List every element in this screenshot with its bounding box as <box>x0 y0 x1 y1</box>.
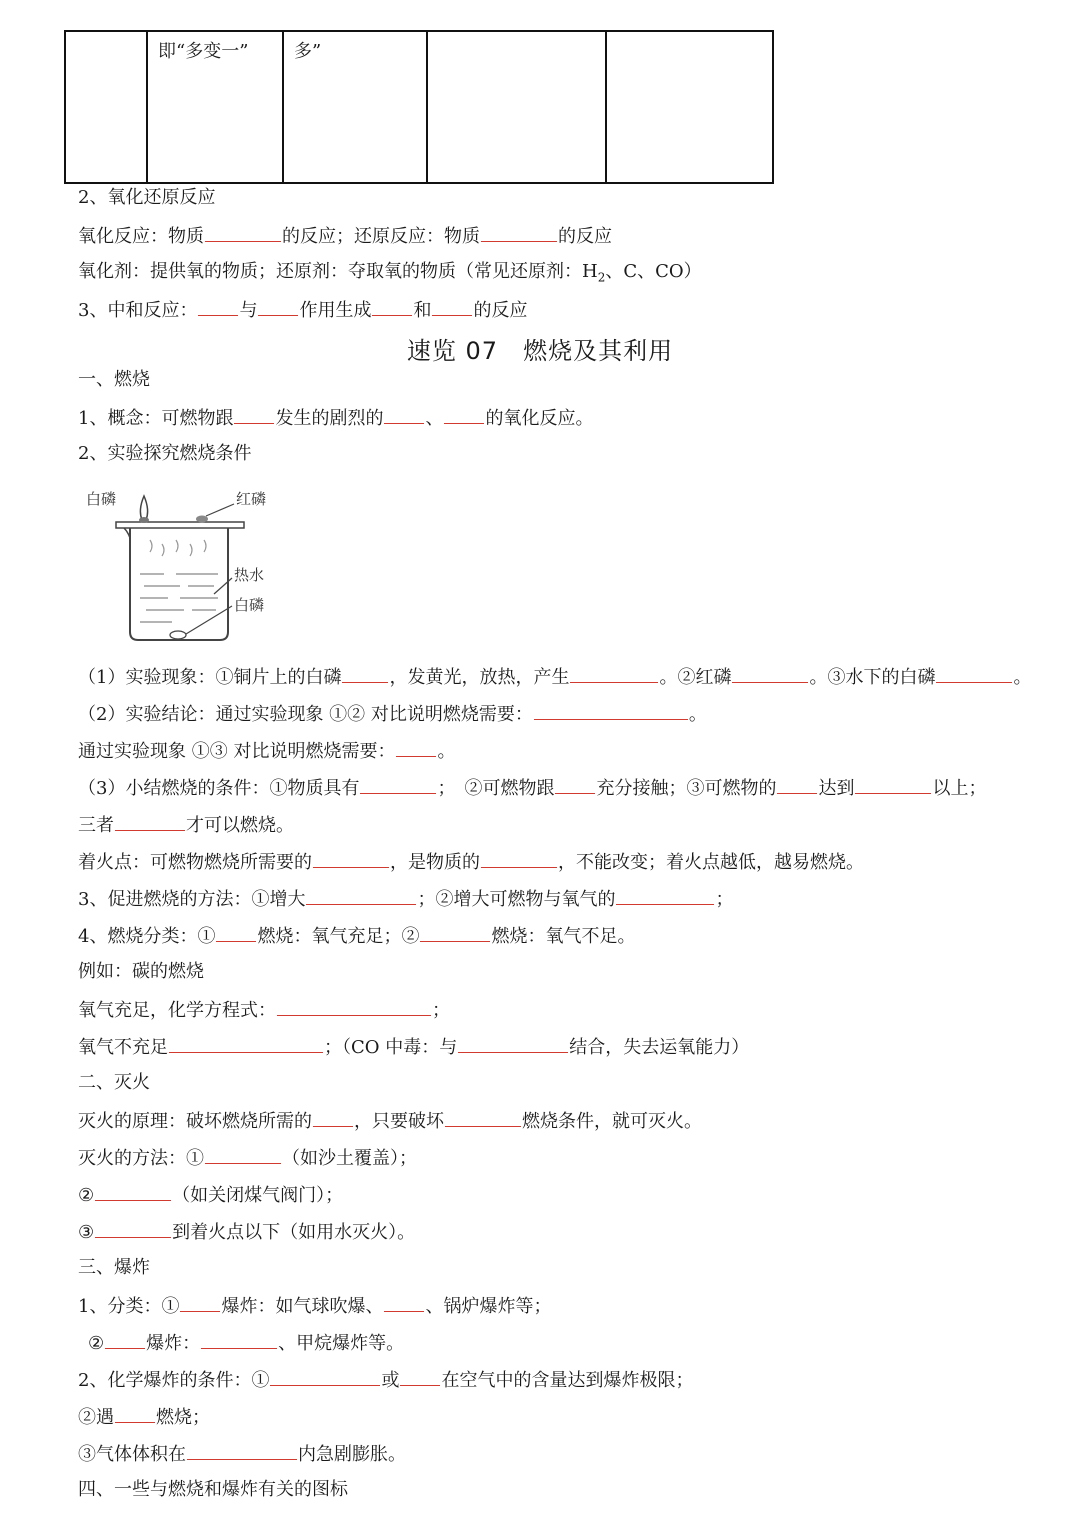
explosion-condition-2: ②遇 燃烧； <box>78 1404 210 1430</box>
blank[interactable] <box>384 1293 424 1312</box>
blank[interactable] <box>115 812 185 831</box>
redox-heading: 2、氧化还原反应 <box>78 187 216 208</box>
phenomenon-line: （1）实验现象：①铜片上的白磷 ，发黄光，放热，产生 。②红磷 。③水下的白磷 。 <box>78 664 1031 690</box>
table-cell <box>427 31 606 183</box>
blank[interactable] <box>384 405 424 424</box>
table-cell: 即“多变一” <box>147 31 283 183</box>
extinguish-method-2: ② （如关闭煤气阀门）； <box>78 1182 343 1208</box>
blank[interactable] <box>342 664 388 683</box>
three-conditions-line: 三者 才可以燃烧。 <box>78 812 294 838</box>
blank[interactable] <box>444 405 484 424</box>
neutralization-line: 3、中和反应： 与 作用生成 和 的反应 <box>78 297 527 323</box>
section-title: 速览 07 燃烧及其利用 <box>406 337 674 365</box>
conclusion-line-1: （2）实验结论：通过实验现象 ①② 对比说明燃烧需要： 。 <box>78 701 707 727</box>
blank[interactable] <box>205 1145 281 1164</box>
beaker-experiment-figure <box>84 482 288 648</box>
blank[interactable] <box>277 997 431 1016</box>
blank[interactable] <box>855 775 931 794</box>
concept-line: 1、概念：可燃物跟 发生的剧烈的 、 的氧化反应。 <box>78 405 593 431</box>
summary-conditions-line: （3）小结燃烧的条件：①物质具有 ； ②可燃物跟 充分接触；③可燃物的 达到 以上； <box>78 775 986 801</box>
lack-oxygen-line: 氧气不充足 ；（CO 中毒：与 结合，失去运氧能力） <box>78 1034 749 1060</box>
label-red-phosphorus: 红磷 <box>236 490 267 508</box>
blank[interactable] <box>396 738 436 757</box>
blank[interactable] <box>201 1330 277 1349</box>
blank[interactable] <box>216 923 256 942</box>
blank[interactable] <box>258 297 298 316</box>
ignition-point-line: 着火点：可燃物燃烧所需要的 ，是物质的 ，不能改变；着火点越低，越易燃烧。 <box>78 849 864 875</box>
blank[interactable] <box>432 297 472 316</box>
blank[interactable] <box>445 1108 521 1127</box>
explosion-class-1: 1、分类：① 爆炸：如气球吹爆、 、锅炉爆炸等； <box>78 1293 551 1319</box>
redox-line-2: 氧化剂：提供氧的物质；还原剂：夺取氧的物质（常见还原剂：$H_2$、C、CO） <box>78 261 702 285</box>
explosion-class-2: ② 爆炸： 、甲烷爆炸等。 <box>88 1330 404 1356</box>
blank[interactable] <box>534 701 688 720</box>
extinguish-method-1: 灭火的方法：① （如沙土覆盖）； <box>78 1145 417 1171</box>
blank[interactable] <box>313 849 389 868</box>
blank[interactable] <box>360 775 436 794</box>
blank[interactable] <box>372 297 412 316</box>
blank[interactable] <box>555 775 595 794</box>
explosion-condition-1: 2、化学爆炸的条件：① 或 在空气中的含量达到爆炸极限； <box>78 1367 693 1393</box>
blank[interactable] <box>187 1441 297 1460</box>
blank[interactable] <box>936 664 1012 683</box>
blank[interactable] <box>420 923 490 942</box>
blank[interactable] <box>400 1367 440 1386</box>
blank[interactable] <box>105 1330 145 1349</box>
label-hot-water: 热水 <box>234 566 265 584</box>
conclusion-line-2: 通过实验现象 ①③ 对比说明燃烧需要： 。 <box>78 738 455 764</box>
table-cell <box>606 31 773 183</box>
blank[interactable] <box>115 1404 155 1423</box>
blank[interactable] <box>234 405 274 424</box>
explosion-heading: 三、爆炸 <box>78 1257 150 1278</box>
blank[interactable] <box>306 886 416 905</box>
table-cell <box>65 31 147 183</box>
blank[interactable] <box>270 1367 380 1386</box>
blank[interactable] <box>95 1219 171 1238</box>
combustion-classification-line: 4、燃烧分类：① 燃烧：氧气充足；② 燃烧：氧气不足。 <box>78 923 635 949</box>
blank[interactable] <box>481 849 557 868</box>
table-cell: 多” <box>283 31 427 183</box>
blank[interactable] <box>313 1108 353 1127</box>
blank[interactable] <box>198 297 238 316</box>
blank[interactable] <box>169 1034 323 1053</box>
redox-line-1: 氧化反应：物质 的反应；还原反应：物质 的反应 <box>78 223 612 249</box>
full-oxygen-line: 氧气充足，化学方程式： ； <box>78 997 450 1023</box>
label-white-phosphorus-top: 白磷 <box>86 490 117 508</box>
blank[interactable] <box>570 664 658 683</box>
blank[interactable] <box>95 1182 171 1201</box>
example-line: 例如：碳的燃烧 <box>78 961 204 982</box>
label-white-phosphorus-bottom: 白磷 <box>234 596 265 614</box>
extinguish-heading: 二、灭火 <box>78 1072 150 1093</box>
signs-heading: 四、一些与燃烧和爆炸有关的图标 <box>78 1479 348 1500</box>
blank[interactable] <box>777 775 817 794</box>
extinguish-method-3: ③ 到着火点以下（如用水灭火）。 <box>78 1219 415 1245</box>
summary-table <box>64 30 774 184</box>
promote-combustion-line: 3、促进燃烧的方法：①增大 ；②增大可燃物与氧气的 ； <box>78 886 733 912</box>
blank[interactable] <box>180 1293 220 1312</box>
blank[interactable] <box>616 886 714 905</box>
blank[interactable] <box>732 664 808 683</box>
blank[interactable] <box>458 1034 568 1053</box>
blank[interactable] <box>481 223 557 242</box>
experiment-heading: 2、实验探究燃烧条件 <box>78 443 252 464</box>
table-row <box>65 31 773 183</box>
extinguish-principle-line: 灭火的原理：破坏燃烧所需的 ，只要破坏 燃烧条件，就可灭火。 <box>78 1108 702 1134</box>
combustion-heading: 一、燃烧 <box>78 369 150 390</box>
explosion-condition-3: ③气体体积在 内急剧膨胀。 <box>78 1441 406 1467</box>
blank[interactable] <box>205 223 281 242</box>
